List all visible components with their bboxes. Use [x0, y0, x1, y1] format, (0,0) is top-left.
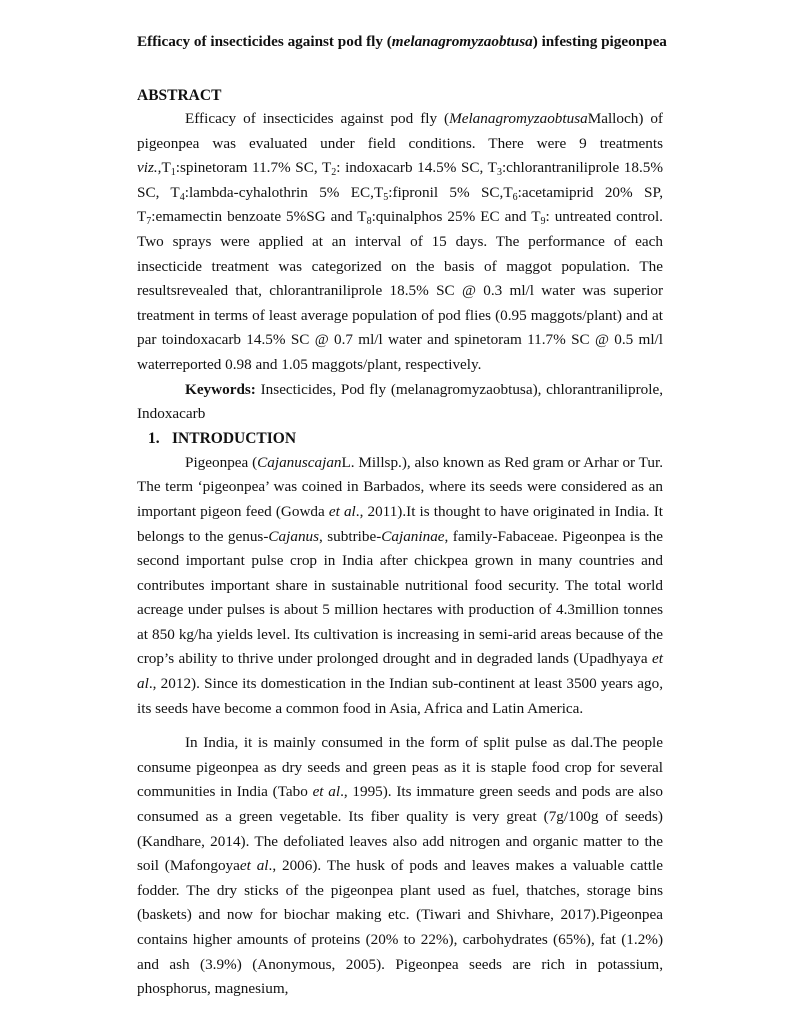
subtribe-name: Cajaninae: [381, 527, 445, 545]
subscript: 6: [512, 191, 518, 203]
text: ., 2006). The husk of pods and leaves makes a valuable cattle fodder. The dry sticks of the pigeonpea plant used as fuel, thatches, storage bins (baskets) and now for biochar making etc. (Tiwari and Shivhare, 2017).Pigeonpea contains higher amounts of proteins (20% to 22%), carbohydrates (65%), fat (1.2%) and ash (3.9%) (Anonymous, 2005). Pigeonpea seeds are rich in potassium, phosphorus, magnesium,: [137, 857, 663, 998]
citation-etal: et al: [328, 502, 356, 520]
text: :spinetoram 11.7% SC, T: [175, 159, 332, 177]
text: ., 2011).It is thought to have originated in India. It belongs to the genus-: [137, 502, 663, 545]
subscript: 1: [170, 167, 176, 179]
text: : untreated control. Two sprays were applied at an interval of 15 days. The performance of each insecticide treatment was categorized on the basis of maggot population. The resultsrevealed that, chlorantraniliprole 18.5% SC @ 0.3 ml/l water was superior treatment in terms of least average population of pod flies (0.95 maggots/plant) and at par toindoxacarb 14.5% SC @ 0.7 ml/l water and spinetoram 11.7% SC @ 0.5 ml/l waterreported 0.98 and 1.05 maggots/plant, respectively.: [137, 208, 663, 373]
text: :acetamiprid 20% SP, T: [137, 183, 664, 226]
species-name: Cajanuscajan: [257, 453, 342, 471]
text: In India, it is mainly consumed in the form of split pulse as dal.The people consume pigeonpea as dry seeds and green peas as it is staple food crop for several communities in India (Tabo: [137, 734, 663, 801]
keywords: [137, 378, 663, 427]
text: :emamectin benzoate 5%SG and T: [151, 208, 367, 226]
genus-name: Cajanus: [268, 527, 320, 545]
citation-etal: et al: [239, 857, 269, 875]
paper-title: [137, 32, 667, 52]
citation-etal: et al: [312, 783, 341, 801]
text: viz.: [137, 159, 158, 177]
section-title: INTRODUCTION: [172, 429, 297, 447]
subscript: 9: [540, 216, 546, 228]
title-species: melanagromyzaobtusa: [391, 33, 533, 50]
text: :lambda-cyhalothrin 5% EC,T: [184, 183, 384, 201]
subscript: 7: [146, 216, 152, 228]
paper-page: [137, 32, 667, 1002]
text: , subtribe-: [319, 527, 382, 545]
text: Efficacy of insecticides against pod fly (: [185, 110, 450, 127]
text: :fipronil 5% SC,T: [388, 183, 513, 201]
intro-paragraph-1: [137, 451, 663, 722]
text: Malloch) of pigeonpea was evaluated under field conditions. There were 9 treatments: [137, 110, 663, 152]
text: L. Millsp.), also known as Red gram or Arhar or Tur. The term ‘pigeonpea’ was coined in Barbados, where its seeds were considered as an important pigeon feed (Gowda: [137, 453, 663, 520]
title-text-end: ) infesting pigeonpea: [532, 33, 667, 50]
keywords-text: Insecticides, Pod fly (melanagromyzaobtusa), chlorantraniliprole, Indoxacarb: [137, 380, 663, 423]
subscript: 4: [179, 191, 185, 203]
intro-paragraph-2: [137, 731, 663, 1002]
subscript: 5: [383, 191, 389, 203]
section-number: 1.: [148, 429, 160, 447]
text: ., 1995). Its immature green seeds and pods are also consumed as a green vegetable. Its fiber quality is very great (7g/100g of seeds) (Kandhare, 2014). The defoliated leaves also add nitrogen and organic matter to the soil (Mafongoya: [137, 783, 663, 875]
introduction-heading: [137, 427, 663, 451]
title-text: Efficacy of insecticides against pod fly (: [137, 33, 392, 50]
subscript: 2: [331, 167, 337, 179]
text: ,T: [157, 159, 171, 177]
text: :quinalphos 25% EC and T: [371, 208, 541, 226]
abstract-heading: ABSTRACT: [137, 87, 222, 104]
species-name: Melanagromyzaobtusa: [449, 110, 588, 127]
text: , family-Fabaceae. Pigeonpea is the second important pulse crop in India after chickpea grown in many countries and contributes important share in sustainable nutritional food security. The total world acreage under pulses is about 5 million hectares with production of 4.3million tonnes at 850 kg/ha yields level. Its cultivation is increasing in semi-arid areas because of the crop’s ability to thrive under prolonged drought and in degraded lands (Upadhyaya: [137, 527, 663, 668]
subscript: 8: [366, 216, 372, 228]
text: :chlorantraniliprole 18.5% SC, T: [137, 159, 664, 201]
text: ., 2012). Since its domestication in the Indian sub-continent at least 3500 years ago, its seeds have become a common food in Asia, Africa and Latin America.: [137, 675, 663, 717]
abstract-paragraph: [137, 107, 663, 378]
text: Pigeonpea (: [185, 453, 258, 471]
citation-etal: et al: [137, 650, 663, 693]
text: : indoxacarb 14.5% SC, T: [336, 159, 497, 177]
keywords-label: Keywords:: [185, 380, 256, 398]
subscript: 3: [496, 167, 502, 179]
